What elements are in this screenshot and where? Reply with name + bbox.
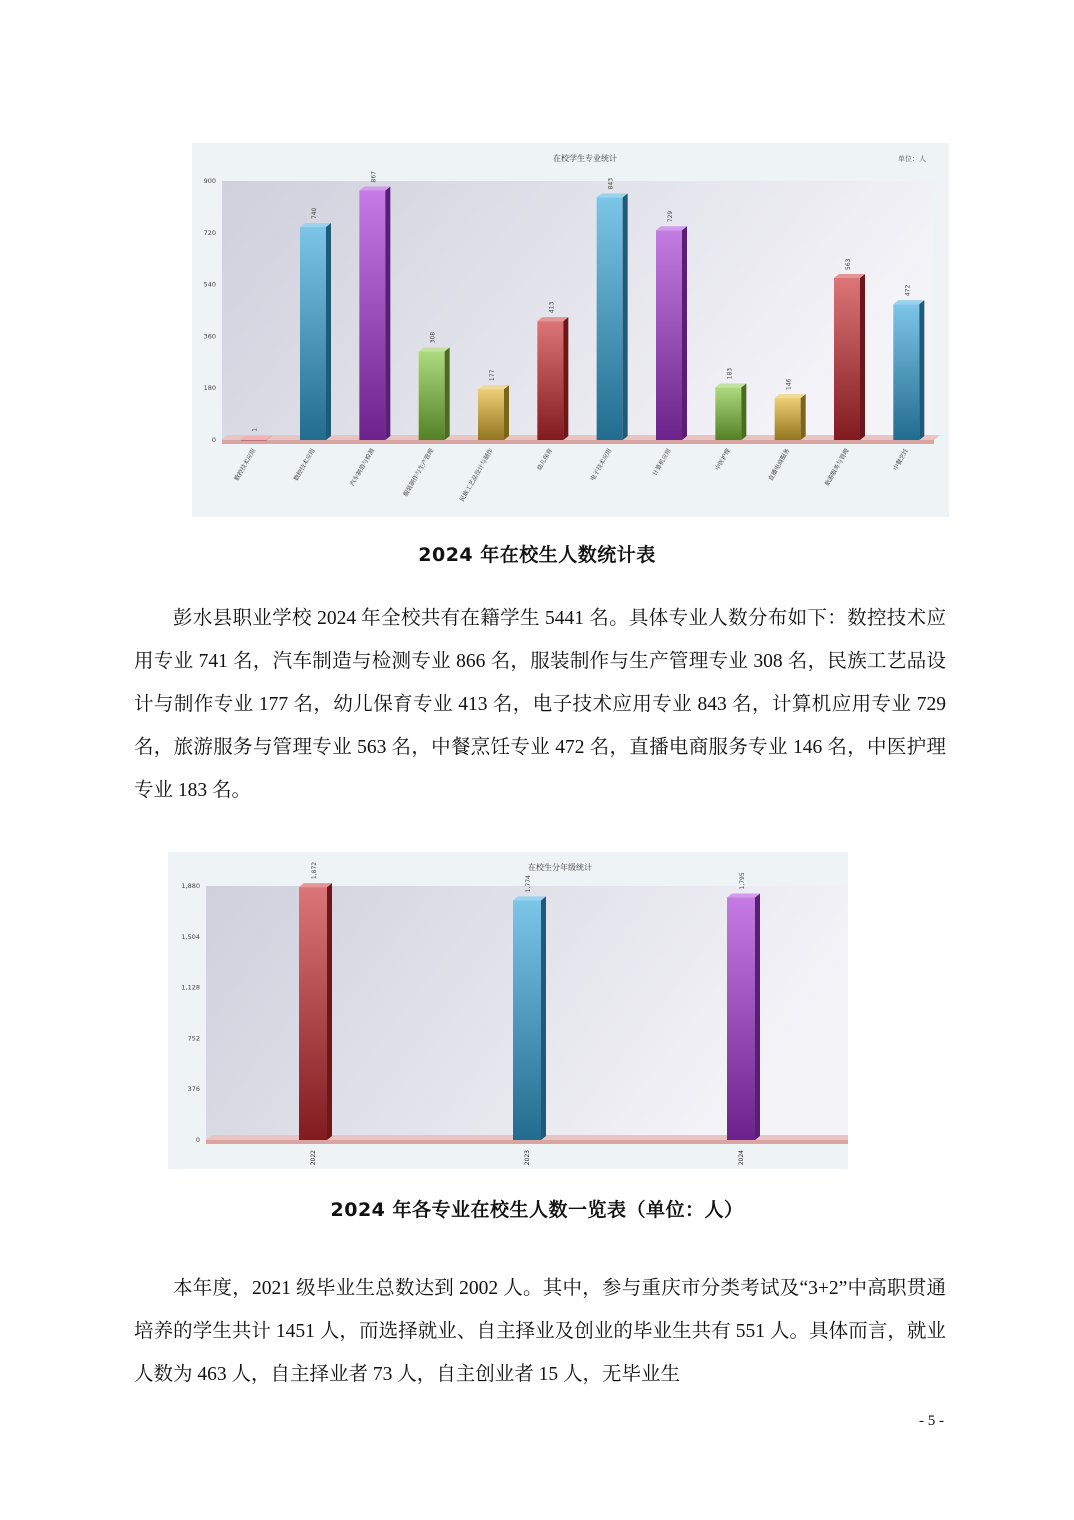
chart1-caption: 2024 年在校生人数统计表 <box>418 544 656 566</box>
x-tick-label: 中医护理 <box>713 447 733 472</box>
bar-top <box>597 193 628 197</box>
bar-side <box>623 193 628 440</box>
floor-front <box>222 440 934 444</box>
x-tick-label: 幼儿保育 <box>535 447 555 472</box>
bar <box>656 230 682 440</box>
bar <box>715 387 741 440</box>
bar-side <box>860 274 865 440</box>
bar-top <box>834 274 865 278</box>
x-tick-label: 数控技术应用 <box>292 447 317 483</box>
bar-top <box>241 436 272 440</box>
bar-side <box>385 186 390 440</box>
data-label: 563 <box>845 258 852 270</box>
y-tick-label: 0 <box>211 436 216 444</box>
bar <box>241 440 267 441</box>
bar-top <box>715 383 746 387</box>
bar-side <box>741 383 746 440</box>
data-label: 1 <box>251 427 259 432</box>
data-label: 146 <box>785 378 793 390</box>
data-label: 472 <box>904 284 912 297</box>
data-label: 308 <box>429 331 437 344</box>
unit-label: 单位：人 <box>898 155 926 163</box>
major-bar-chart <box>192 143 949 517</box>
x-tick-label: 服装制作与生产管理 <box>402 447 436 498</box>
x-tick-label: 汽车制造与检测 <box>348 447 377 488</box>
bar-side <box>563 317 568 440</box>
bar-top <box>893 300 924 304</box>
bar-top <box>478 385 509 389</box>
bar-top <box>537 317 568 321</box>
y-tick-label: 376 <box>187 1085 200 1094</box>
bar <box>834 278 860 440</box>
bar-side <box>326 223 331 440</box>
grade-bar-chart-svg <box>168 852 848 1169</box>
bar <box>775 398 801 440</box>
bar-side <box>504 385 509 440</box>
data-label: 867 <box>370 171 378 183</box>
x-tick-label: 2023 <box>524 1150 531 1166</box>
bar <box>478 389 504 440</box>
bar-side <box>919 300 924 440</box>
bar <box>359 190 385 440</box>
bar <box>419 351 445 440</box>
chart2-caption: 2024 年各专业在校生人数一览表（单位：人） <box>330 1199 744 1221</box>
x-tick-label: 计算机应用 <box>651 447 673 477</box>
floor-front <box>206 1140 848 1144</box>
grade-bar-chart <box>168 852 848 1169</box>
x-tick-label: 直播电商服务 <box>767 447 792 483</box>
bar-side <box>541 896 546 1140</box>
bar <box>597 197 623 440</box>
bar-top <box>359 186 390 190</box>
bar-side <box>445 347 450 440</box>
bar-top <box>775 394 806 398</box>
bar-top <box>513 896 546 900</box>
bar-side <box>327 883 332 1140</box>
bar-side <box>801 394 806 440</box>
data-label: 177 <box>489 369 496 382</box>
y-tick-label: 1,504 <box>181 932 200 941</box>
data-label: 183 <box>726 367 734 380</box>
data-label: 1,872 <box>311 861 318 880</box>
x-tick-label: 电子技术应用 <box>589 447 614 483</box>
bar-top <box>299 883 332 887</box>
bar-side <box>755 893 760 1140</box>
y-tick-label: 360 <box>203 332 216 341</box>
bar <box>893 304 919 440</box>
bar-top <box>300 223 331 227</box>
y-tick-label: 180 <box>203 384 216 393</box>
y-tick-label: 1,128 <box>181 983 200 992</box>
y-tick-label: 720 <box>203 228 216 237</box>
y-tick-label: 752 <box>187 1034 200 1043</box>
bar <box>727 897 755 1140</box>
x-tick-label: 民族工艺品设计与制作 <box>458 447 495 503</box>
bar-top <box>656 226 687 230</box>
bar <box>299 887 327 1140</box>
data-label: 1,774 <box>525 875 532 893</box>
data-label: 729 <box>667 210 674 223</box>
bar <box>300 227 326 440</box>
data-label: 740 <box>311 207 318 220</box>
bar-top <box>727 893 760 897</box>
chart-title: 在校生分年级统计 <box>528 863 592 872</box>
y-tick-label: 900 <box>203 177 216 185</box>
data-label: 1,795 <box>739 872 746 890</box>
paragraph-enrollment: 彭水县职业学校 2024 年全校共有在籍学生 5441 名。具体专业人数分布如下：数控技术应用专业 741 名，汽车制造与检测专业 866 名，服装制作与生产管理专业 308 名，民族工艺品设计与制作专业 177 名，幼儿保育专业 413 名，电子技术应用专业 843 名，计算机应用专业 729 名，旅游服务与管理专业 563 名，中餐烹饪专业 472 名，直播电商服务专业 146 名，中医护理专业 183 名。 <box>134 608 946 801</box>
page-number: - 5 - <box>919 1413 944 1429</box>
data-label: 843 <box>607 177 615 190</box>
chart-title: 在校学生专业统计 <box>553 154 617 163</box>
y-tick-label: 1,880 <box>181 882 200 890</box>
bar-side <box>682 226 687 440</box>
x-tick-label: 2024 <box>738 1150 745 1166</box>
bar <box>537 321 563 440</box>
x-tick-label: 数控技术应用 <box>233 447 258 483</box>
y-tick-label: 540 <box>203 280 216 289</box>
paragraph-graduates: 本年度，2021 级毕业生总数达到 2002 人。其中，参与重庆市分类考试及“3+2”中高职贯通培养的学生共计 1451 人，而选择就业、自主择业及创业的毕业生共有 551 人。具体而言，就业人数为 463 人，自主择业者 73 人，自主创业者 15 人，无毕业生 <box>134 1278 946 1385</box>
major-bar-chart-svg <box>192 143 949 517</box>
y-tick-label: 0 <box>195 1136 200 1144</box>
x-tick-label: 旅游服务与管理 <box>823 447 851 488</box>
x-tick-label: 2022 <box>310 1150 317 1166</box>
data-label: 413 <box>548 301 556 314</box>
x-tick-label: 中餐烹饪 <box>891 447 911 472</box>
bar-top <box>419 347 450 351</box>
bar <box>513 900 541 1140</box>
